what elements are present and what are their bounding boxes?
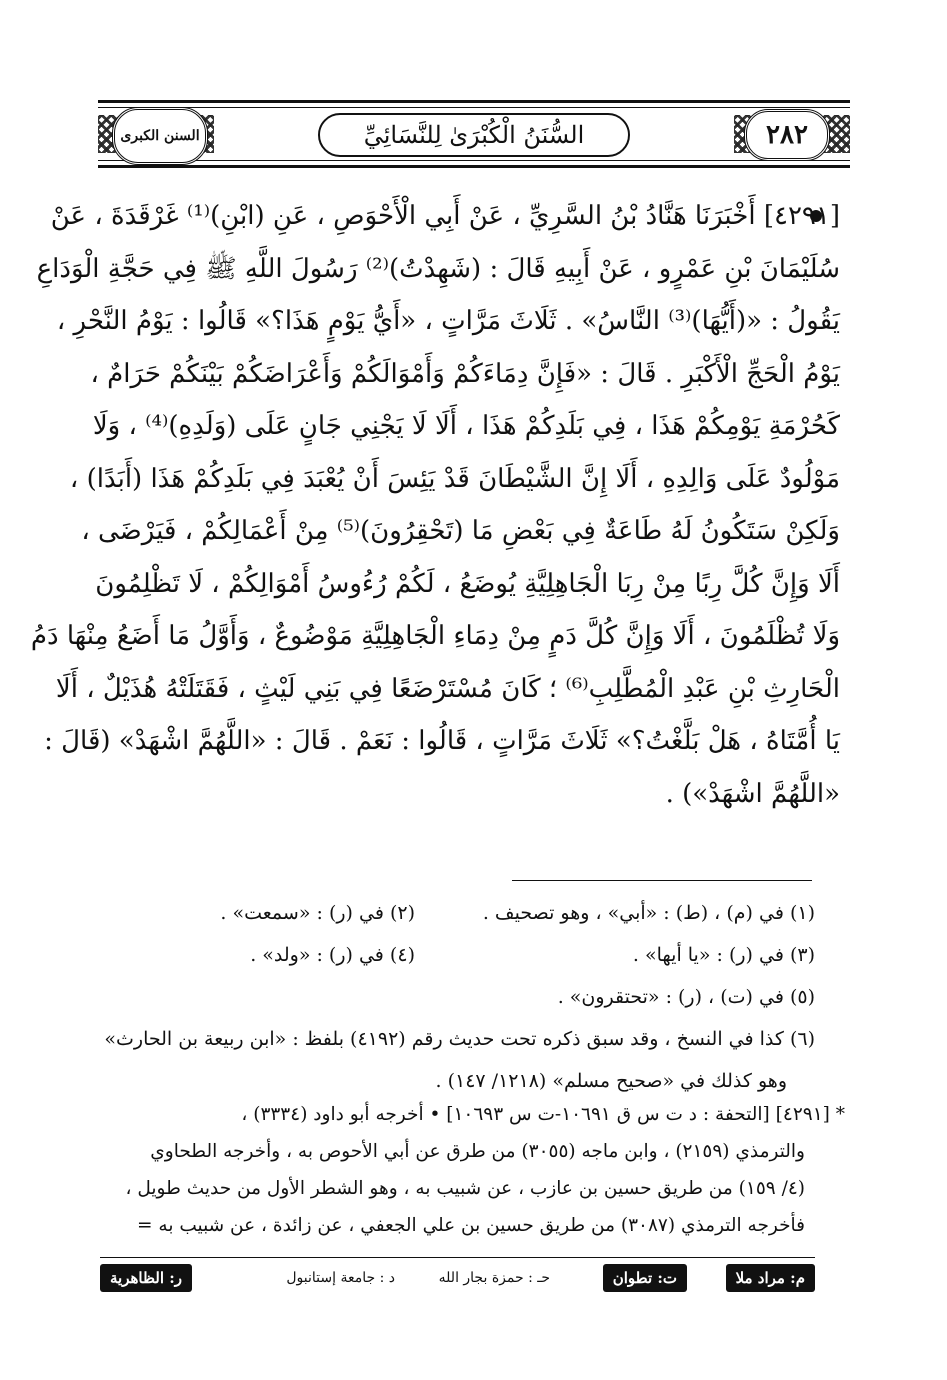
footnote-6-continued: وهو كذلك في «صحيح مسلم» (١٢١٨/ ١٤٧) . — [435, 1070, 787, 1092]
hadith-line: وَلَا تُظْلَمُونَ ، أَلَا وَإِنَّ كُلَّ دَمٍ مِنْ دِمَاءِ الْجَاهِلِيَّةِ مَوْضُوعٌ ، وَأَوَّلُ مَا أَضَعُ مِنْهَا دَمُ — [30, 621, 840, 651]
manuscript-legend — [100, 1264, 815, 1294]
footnote-row — [100, 892, 815, 934]
footnote-3: (٣) في (ر) : «يا أيها» . — [632, 944, 815, 966]
takhrij-line: * [٤٢٩١] [التحفة : د ت س ق ١٠٦٩١-ت س ١٠٦٩٣] • أخرجه أبو داود (٣٣٣٤) ، — [241, 1104, 845, 1125]
legend-t: ت: تطوان — [603, 1264, 687, 1292]
footnotes — [100, 892, 815, 1102]
hadith-text — [30, 190, 840, 820]
hadith-line: يَقُولُ : «(أَيُّهَا)⁽³⁾ النَّاسُ» . ثَلَاثَ مَرَّاتٍ ، «أَيُّ يَوْمٍ هَذَا؟» قَالُوا : يَوْمُ النَّحْرِ ، — [56, 306, 840, 336]
takhrij-line: فأخرجه الترمذي (٣٠٨٧) من طريق حسين بن علي الجعفي ، عن زائدة ، عن شبيب به = — [137, 1215, 805, 1236]
footnote-1: (١) في (م) ، (ط) : «أبي» ، وهو تصحيف . — [482, 902, 815, 924]
takhrij-line: (٤/ ١٥٩) من طريق حسين بن عازب ، عن شبيب به ، وهو الشطر الأول من حديث طويل ، — [125, 1178, 805, 1199]
page-header — [98, 100, 850, 168]
legend-m: م: مراد ملا — [726, 1264, 815, 1292]
takhrij-notes — [80, 1096, 845, 1244]
legend-d: د : جامعة إستانبول — [286, 1270, 395, 1286]
hadith-line: الْحَارِثِ بْنِ عَبْدِ الْمُطَّلِبِ⁽⁶⁾ ؛ كَانَ مُسْتَرْضَعًا فِي بَنِي لَيْثٍ ، فَقَتَلَتْهُ هُذَيْلٌ ، أَلَا — [55, 673, 840, 704]
hadith-line: [٤٢٩١] أَخْبَرَنَا هَنَّادُ بْنُ السَّرِيِّ ، عَنْ أَبِي الْأَحْوَصِ ، عَنِ (ابْنِ)⁽¹⁾ غَرْقَدَةَ ، عَنْ — [50, 201, 840, 231]
book-title: السُّنَنُ الْكُبْرَىٰ لِلنَّسَائِيِّ — [318, 113, 630, 157]
footnote-6: (٦) كذا في النسخ ، وقد سبق ذكره تحت حديث رقم (٤١٩٢) بلفظ : «ابن ربيعة بن الحارث» — [104, 1028, 815, 1050]
book-emblem-logo: السنن الكبرى — [112, 107, 208, 165]
hadith-line: مَوْلُودٌ عَلَى وَالِدِهِ ، أَلَا إِنَّ الشَّيْطَانَ قَدْ يَئِسَ أَنْ يُعْبَدَ فِي بَلَدِكُمْ هَذَا (أَبَدًا) ، — [69, 463, 840, 494]
hadith-line: يَا أُمَّتَاهُ ، هَلْ بَلَّغْتُ؟» ثَلَاثَ مَرَّاتٍ ، قَالُوا : نَعَمْ . قَالَ : «اللَّهُمَّ اشْهَدْ» (قَالَ : — [44, 726, 840, 756]
legend-h: حـ : حمزة بجار الله — [438, 1270, 550, 1286]
hadith-line: أَلَا وَإِنَّ كُلَّ رِبًا مِنْ رِبَا الْجَاهِلِيَّةِ يُوضَعُ ، لَكُمْ رُءُوسُ أَمْوَالِكُمْ ، لَا تَظْلِمُونَ — [95, 568, 840, 599]
footnote-5: (٥) في (ت) ، (ر) : «تحتقرون» . — [557, 986, 815, 1008]
hadith-line: سُلَيْمَانَ بْنِ عَمْرٍو ، عَنْ أَبِيهِ قَالَ : (شَهِدْتُ)⁽²⁾ رَسُولَ اللَّهِ ﷺ فِي حَجَّةِ الْوَدَاعِ — [36, 253, 840, 284]
hadith-line: يَوْمُ الْحَجِّ الْأَكْبَرِ . قَالَ : «فَإِنَّ دِمَاءَكُمْ وَأَمْوَالَكُمْ وَأَعْرَاضَكُمْ بَيْنَكُمْ حَرَامٌ ، — [90, 358, 840, 389]
page-number: ٢٨٢ — [744, 109, 830, 161]
legend-r: ر: الظاهرية — [100, 1264, 192, 1292]
hadith-line: «اللَّهُمَّ اشْهَدْ») . — [665, 778, 840, 809]
takhrij-line: والترمذي (٢١٥٩) ، وابن ماجه (٣٠٥٥) من طرق عن أبي الأحوص به ، وأخرجه الطحاوي — [150, 1141, 805, 1162]
hadith-line: كَحُرْمَةِ يَوْمِكُمْ هَذَا ، فِي بَلَدِكُمْ هَذَا ، أَلَا لَا يَجْنِي جَانٍ عَلَى (وَلَدِهِ)⁽⁴⁾ ، وَلَا — [92, 411, 840, 441]
footnote-divider — [512, 880, 812, 881]
footnote-2: (٢) في (ر) : «سمعت» . — [220, 902, 415, 924]
hadith-line: وَلَكِنْ سَتَكُونُ لَهُ طَاعَةٌ فِي بَعْضِ مَا (تَحْقِرُونَ)⁽⁵⁾ مِنْ أَعْمَالِكُمْ ، فَيَرْضَى ، — [81, 516, 840, 546]
footnote-row — [100, 934, 815, 976]
legend-divider — [100, 1257, 815, 1258]
footnote-4: (٤) في (ر) : «ولد» . — [250, 944, 415, 966]
